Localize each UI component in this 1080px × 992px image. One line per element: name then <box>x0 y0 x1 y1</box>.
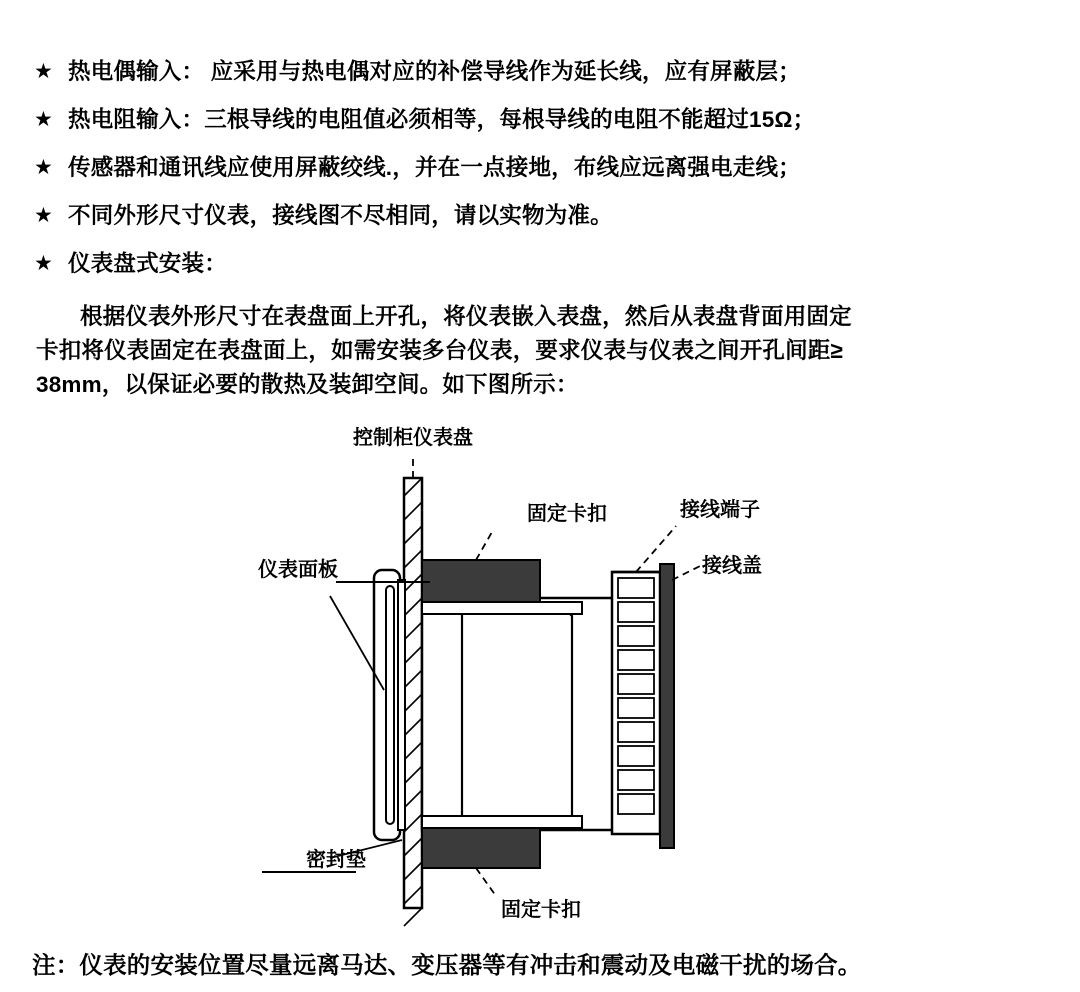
label-terminal-block: 接线端子 <box>680 499 760 521</box>
label-gasket: 密封垫 <box>306 849 366 871</box>
meter-front-panel-shape <box>374 570 400 840</box>
list-item-text: 仪表盘式安装： <box>68 251 227 276</box>
fixing-clip-bottom-shape <box>422 816 582 868</box>
label-panel-board: 控制柜仪表盘 <box>353 427 473 449</box>
label-fixing-clip-bottom: 固定卡扣 <box>501 899 581 921</box>
list-item-text: 热电阻输入：三根导线的电阻值必须相等，每根导线的电阻不能超过15Ω； <box>68 107 816 132</box>
footer-note: 注：仪表的安装位置尽量远离马达、变压器等有冲击和震动及电磁干扰的场合。 <box>32 952 862 978</box>
list-item <box>0 154 1080 182</box>
list-item <box>0 250 1080 278</box>
star-icon: ★ <box>34 156 53 179</box>
paragraph-line-1: 根据仪表外形尺寸在表盘面上开孔，将仪表嵌入表盘，然后从表盘背面用固定 <box>80 304 852 329</box>
paragraph-line-2: 卡扣将仪表固定在表盘面上，如需安装多台仪表，要求仪表与仪表之间开孔间距≥ <box>36 338 844 363</box>
label-wiring-cover: 接线盖 <box>702 555 762 577</box>
star-icon: ★ <box>34 60 53 83</box>
list-item <box>0 202 1080 230</box>
terminal-block-shape <box>612 572 660 834</box>
meter-body-shape <box>422 598 632 830</box>
list-item-text: 不同外形尺寸仪表，接线图不尽相同，请以实物为准。 <box>68 203 613 228</box>
install-paragraph <box>36 300 1046 402</box>
paragraph-line-3: 38mm，以保证必要的散热及装卸空间。如下图所示： <box>36 372 579 397</box>
fixing-clip-top-shape <box>422 560 582 614</box>
gasket-shape <box>398 580 405 830</box>
list-item <box>0 106 1080 134</box>
list-item-text: 热电偶输入： 应采用与热电偶对应的补偿导线作为延长线，应有屏蔽层； <box>68 59 801 84</box>
bullet-list <box>0 58 1080 298</box>
label-fixing-clip-top: 固定卡扣 <box>527 503 607 525</box>
control-cabinet-panel-shape <box>404 478 422 926</box>
panel-mount-diagram <box>0 420 1080 930</box>
list-item-text: 传感器和通讯线应使用屏蔽绞线.，并在一点接地，布线应远离强电走线； <box>68 155 801 180</box>
star-icon: ★ <box>34 108 53 131</box>
wiring-cover-shape <box>660 564 674 848</box>
label-meter-front-panel: 仪表面板 <box>258 559 338 581</box>
star-icon: ★ <box>34 252 53 275</box>
list-item <box>0 58 1080 86</box>
star-icon: ★ <box>34 204 53 227</box>
